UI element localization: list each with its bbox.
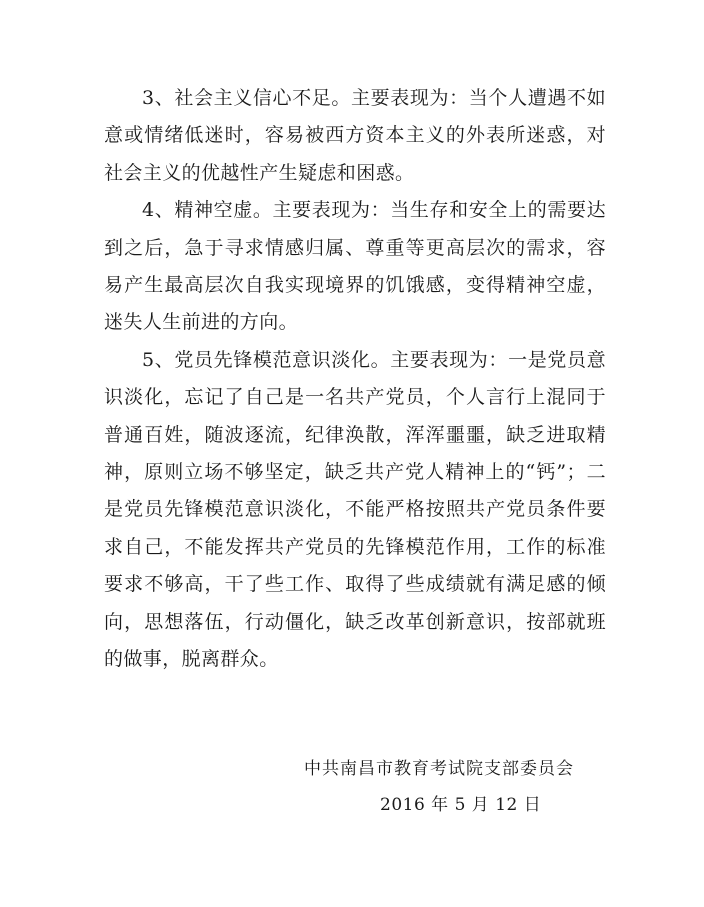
paragraph-4-spiritual-emptiness: 4、精神空虚。主要表现为：当生存和安全上的需要达到之后，急于寻求情感归属、尊重等更高层次的需求，容易产生最高层次自我实现境界的饥饿感，变得精神空虚，迷失人生前进的方向。 (104, 199, 606, 334)
signature-organization: 中共南昌市教育考试院支部委员会 (304, 759, 574, 779)
signature-date: 2016 年 5 月 12 日 (380, 795, 542, 815)
paragraph-5-vanguard-awareness: 5、党员先锋模范意识淡化。主要表现为：一是党员意识淡化，忘记了自己是一名共产党员，个人言行上混同于普通百姓，随波逐流，纪律涣散，浑浑噩噩，缺乏进取精神，原则立场不够坚定，缺乏共产党人精神上的“钙”；二是党员先锋模范意识淡化，不能严格按照共产党员条件要求自己，不能发挥共产党员的先锋模范作用，工作的标准要求不够高，干了些工作、取得了些成绩就有满足感的倾向，思想落伍，行动僵化，缺乏改革创新意识，按部就班的做事，脱离群众。 (104, 348, 606, 671)
document-body (104, 80, 606, 679)
paragraph-3-confidence: 3、社会主义信心不足。主要表现为：当个人遭遇不如意或情绪低迷时，容易被西方资本主义的外表所迷惑，对社会主义的优越性产生疑虑和困惑。 (104, 87, 606, 184)
